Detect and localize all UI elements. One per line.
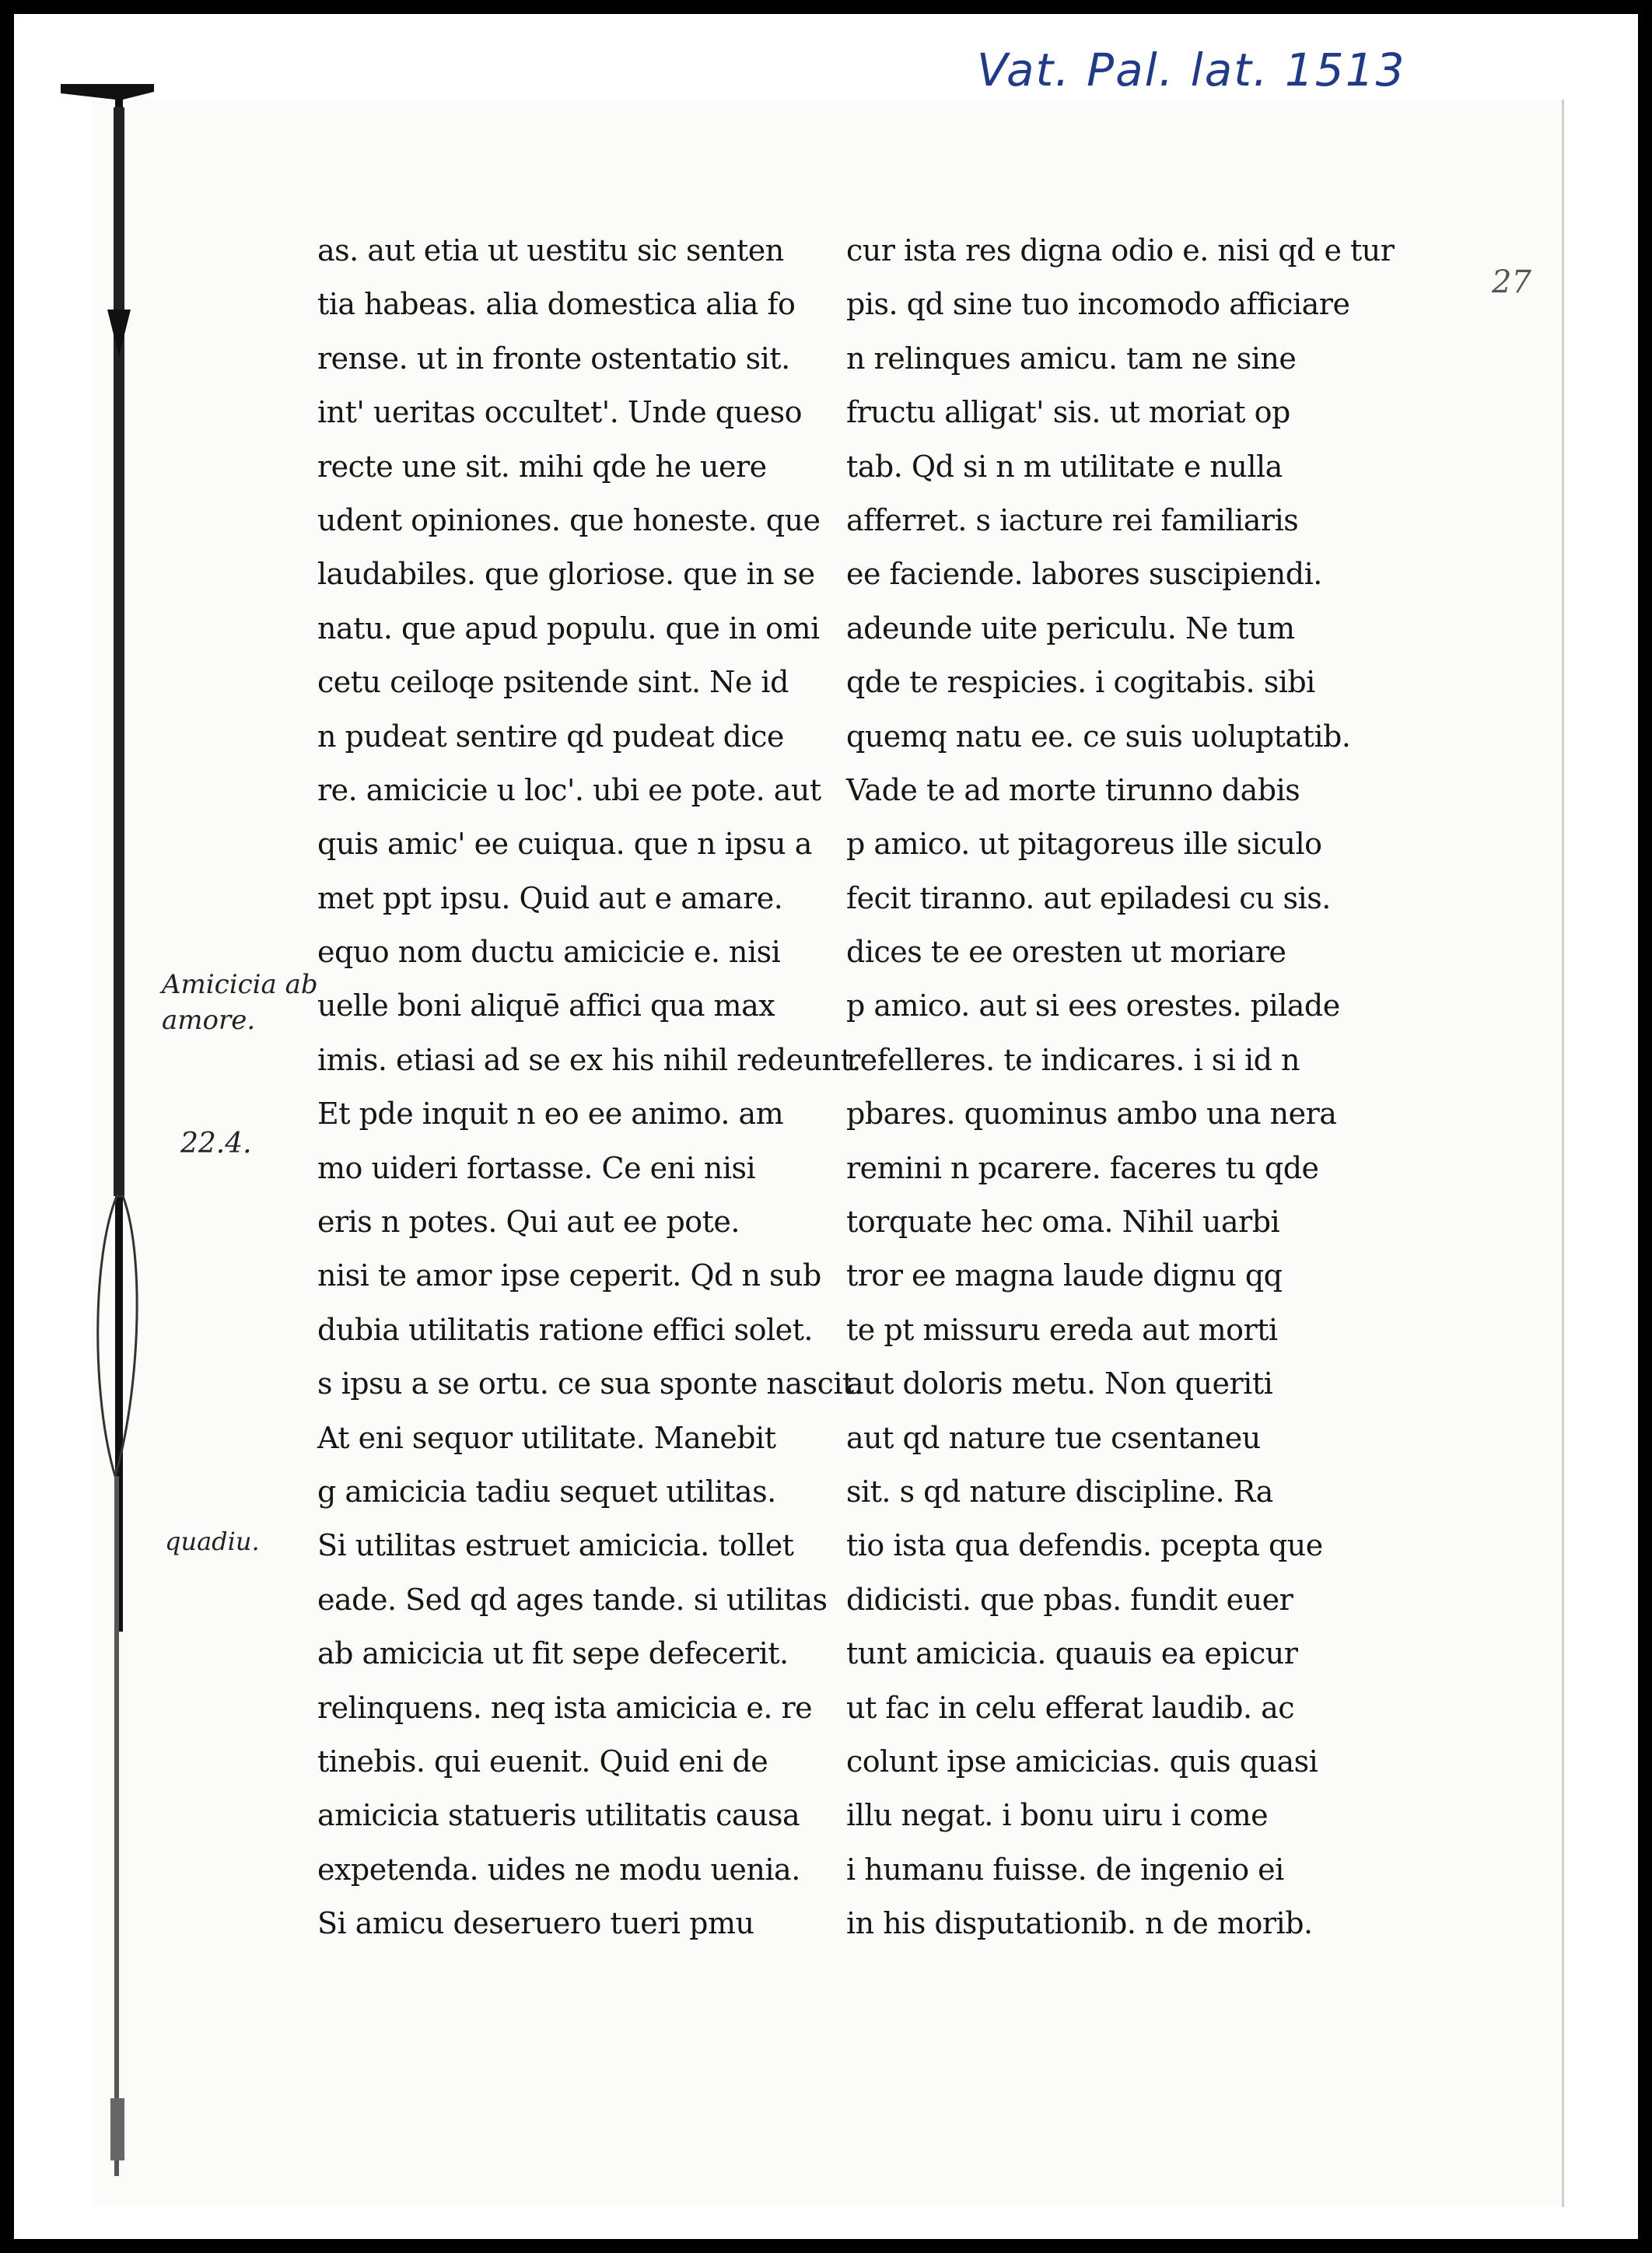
manuscript-line: aut qd nature tue csentaneu [846, 1420, 1261, 1455]
manuscript-line: expetenda. uides ne modu uenia. [317, 1852, 800, 1887]
manuscript-line: pis. qd sine tuo incomodo afficiare [846, 287, 1350, 322]
shelfmark-label: Vat. Pal. lat. 1513 [977, 44, 1406, 96]
manuscript-line: tunt amicicia. quauis ea epicur [846, 1636, 1298, 1671]
manuscript-line: nisi te amor ipse ceperit. Qd n sub [317, 1258, 821, 1293]
manuscript-line: quemq natu ee. ce suis uoluptatib. [846, 719, 1351, 754]
manuscript-line: in his disputationib. n de morib. [846, 1906, 1313, 1941]
manuscript-line: fecit tiranno. aut epiladesi cu sis. [846, 880, 1331, 915]
manuscript-line: ut fac in celu efferat laudib. ac [846, 1690, 1295, 1725]
manuscript-line: Vade te ad morte tirunno dabis [846, 772, 1300, 807]
manuscript-line: refelleres. te indicares. i si id n [846, 1042, 1300, 1077]
manuscript-line: amicicia statueris utilitatis causa [317, 1798, 800, 1833]
manuscript-line: i humanu fuisse. de ingenio ei [846, 1852, 1284, 1887]
manuscript-line: s ipsu a se ortu. ce sua sponte nascit. [317, 1366, 863, 1401]
manuscript-line: cur ista res digna odio e. nisi qd e tur [846, 233, 1395, 268]
manuscript-line: p amico. aut si ees orestes. pilade [846, 988, 1340, 1023]
manuscript-line: tror ee magna laude dignu qq [846, 1258, 1283, 1293]
manuscript-line: colunt ipse amicicias. quis quasi [846, 1744, 1318, 1779]
manuscript-line: didicisti. que pbas. fundit euer [846, 1582, 1293, 1617]
manuscript-line: Si utilitas estruet amicicia. tollet [317, 1528, 794, 1563]
manuscript-line: fructu alligat' sis. ut moriat op [846, 395, 1290, 430]
text-column-right [846, 224, 1395, 1951]
manuscript-line: afferret. s iacture rei familiaris [846, 502, 1299, 537]
manuscript-line: equo nom ductu amicicie e. nisi [317, 935, 781, 970]
manuscript-line: tab. Qd si n m utilitate e nulla [846, 449, 1283, 484]
manuscript-line: re. amicicie u loc'. ubi ee pote. aut [317, 772, 821, 807]
manuscript-line: cetu ceiloqe psitende sint. Ne id [317, 665, 789, 700]
manuscript-line: aut doloris metu. Non queriti [846, 1366, 1273, 1401]
manuscript-line: qde te respicies. i cogitabis. sibi [846, 665, 1315, 700]
manuscript-line: te pt missuru ereda aut morti [846, 1312, 1278, 1347]
manuscript-line: as. aut etia ut uestitu sic senten [317, 233, 784, 268]
manuscript-line: mo uideri fortasse. Ce eni nisi [317, 1150, 756, 1185]
marginal-note-quadiu: quadiu. [165, 1527, 260, 1556]
manuscript-line: ee faciende. labores suscipiendi. [846, 557, 1322, 592]
manuscript-line: n relinques amicu. tam ne sine [846, 341, 1297, 376]
manuscript-line: torquate hec oma. Nihil uarbi [846, 1205, 1280, 1240]
manuscript-line: remini n pcarere. faceres tu qde [846, 1150, 1319, 1185]
photo-frame [14, 14, 1638, 2239]
manuscript-line: met ppt ipsu. Quid aut e amare. [317, 880, 783, 915]
manuscript-line: Si amicu deseruero tueri pmu [317, 1906, 754, 1941]
manuscript-line: tinebis. qui euenit. Quid eni de [317, 1744, 768, 1779]
manuscript-line: ab amicicia ut fit sepe defecerit. [317, 1636, 789, 1671]
manuscript-line: tio ista qua defendis. pcepta que [846, 1528, 1323, 1563]
binding-clasp-icon [61, 76, 170, 2192]
manuscript-line: eris n potes. Qui aut ee pote. [317, 1205, 740, 1240]
manuscript-line: quis amic' ee cuiqua. que n ipsu a [317, 827, 812, 862]
manuscript-line: natu. que apud populu. que in omi [317, 610, 820, 645]
manuscript-line: dices te ee oresten ut moriare [846, 935, 1286, 970]
marginal-note-line: amore. [162, 1005, 256, 1036]
marginal-note-number: 22.4. [180, 1128, 252, 1160]
manuscript-line: pbares. quominus ambo una nera [846, 1097, 1337, 1132]
marginal-note-amicicia [162, 967, 318, 1038]
manuscript-line: imis. etiasi ad se ex his nihil redeunt. [317, 1042, 861, 1077]
manuscript-line: udent opiniones. que honeste. que [317, 502, 821, 537]
manuscript-line: adeunde uite periculu. Ne tum [846, 610, 1295, 645]
marginal-note-line: Amicicia ab [162, 969, 318, 1000]
manuscript-line: uelle boni aliquē affici qua max [317, 988, 775, 1023]
manuscript-line: At eni sequor utilitate. Manebit [317, 1420, 776, 1455]
manuscript-line: g amicicia tadiu sequet utilitas. [317, 1474, 776, 1509]
manuscript-line: eade. Sed qd ages tande. si utilitas [317, 1582, 828, 1617]
manuscript-line: sit. s qd nature discipline. Ra [846, 1474, 1273, 1509]
text-column-left [317, 224, 863, 1951]
manuscript-line: tia habeas. alia domestica alia fo [317, 287, 796, 322]
manuscript-line: recte une sit. mihi qde he uere [317, 449, 767, 484]
manuscript-line: rense. ut in fronte ostentatio sit. [317, 341, 790, 376]
manuscript-line: relinquens. neq ista amicicia e. re [317, 1690, 813, 1725]
folio-number: 27 [1492, 264, 1531, 300]
manuscript-line: illu negat. i bonu uiru i come [846, 1798, 1269, 1833]
manuscript-line: int' ueritas occultet'. Unde queso [317, 395, 802, 430]
manuscript-line: laudabiles. que gloriose. que in se [317, 557, 815, 592]
manuscript-line: dubia utilitatis ratione effici solet. [317, 1312, 813, 1347]
manuscript-line: p amico. ut pitagoreus ille siculo [846, 827, 1322, 862]
manuscript-line: n pudeat sentire qd pudeat dice [317, 719, 784, 754]
manuscript-line: Et pde inquit n eo ee animo. am [317, 1097, 784, 1132]
